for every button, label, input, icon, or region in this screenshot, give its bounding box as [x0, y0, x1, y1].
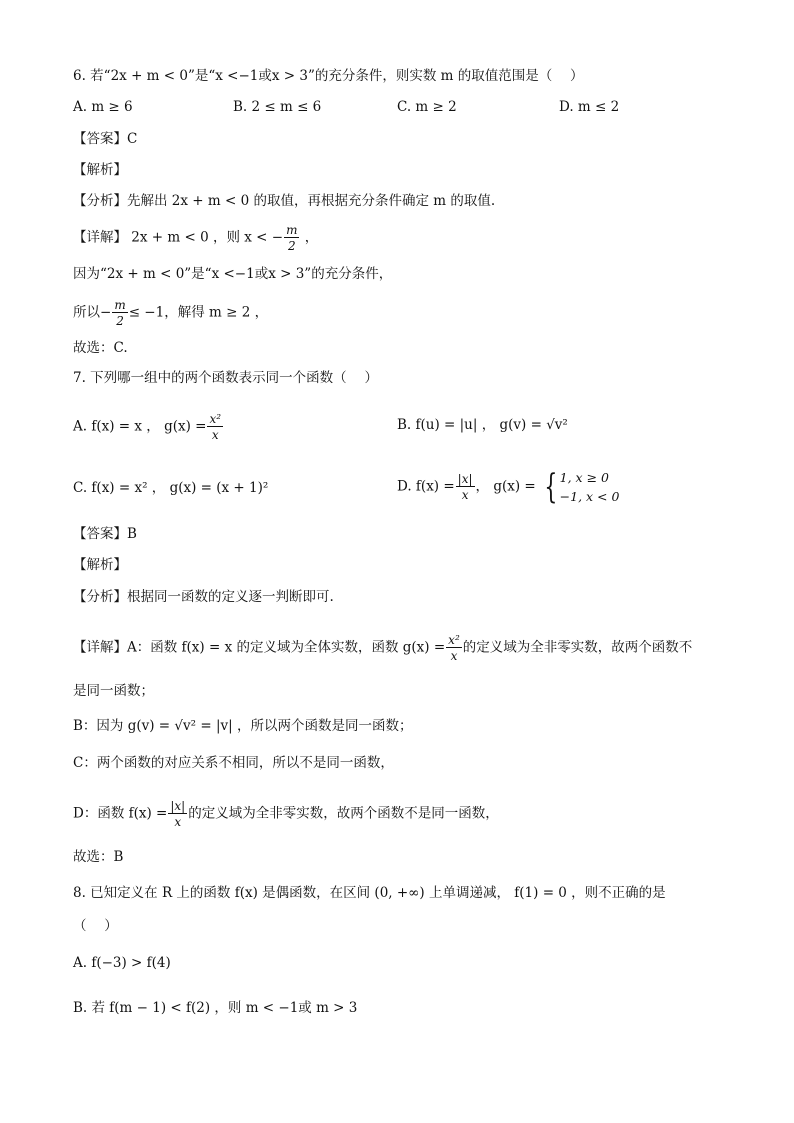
- q7-detail-a: [73, 634, 692, 662]
- q6-fenxi: 【分析】先解出 2x + m < 0 的取值，再根据充分条件确定 m 的取值.: [73, 193, 496, 209]
- q6-option-c: C. m ≥ 2: [397, 99, 457, 115]
- q8-paren: （ ）: [73, 918, 118, 934]
- q6-option-a: A. m ≥ 6: [73, 99, 133, 115]
- fraction: [284, 224, 299, 252]
- q7-choose: 故选：B: [73, 849, 124, 865]
- q7-option-d: [397, 468, 619, 506]
- q7-option-d-mid: ， g(x) =: [475, 478, 536, 495]
- fraction: [207, 413, 223, 441]
- q7-option-a: [73, 413, 224, 441]
- q6-jiexi: 【解析】: [73, 162, 127, 178]
- fraction-denominator: 2: [287, 239, 296, 253]
- fraction-denominator: x: [211, 428, 219, 442]
- q6-option-b: B. 2 ≤ m ≤ 6: [233, 99, 322, 115]
- fraction-numerator: x²: [448, 633, 460, 647]
- q8-option-a: A. f(−3) > f(4): [73, 955, 171, 971]
- q7-fenxi: 【分析】根据同一函数的定义逐一判断即可.: [73, 589, 334, 605]
- q7-option-b: B. f(u) = |u| ， g(v) = √v²: [397, 417, 568, 433]
- q7-detail-a-cont: 是同一函数；: [73, 683, 154, 699]
- q7-jiexi: 【解析】: [73, 557, 127, 573]
- q7-detail-d-text: D：函数 f(x) =: [73, 805, 168, 822]
- q7-answer: 【答案】B: [73, 526, 137, 542]
- q6-stem: 6. 若“2x + m < 0”是“x <−1或x > 3”的充分条件，则实数 m 的取值范围是（ ）: [73, 68, 584, 84]
- q7-option-a-text: A. f(x) = x ， g(x) =: [73, 418, 207, 435]
- q7-detail-b: B：因为 g(v) = √v² = |v| ，所以两个函数是同一函数；: [73, 718, 413, 734]
- q7-stem: 7. 下列哪一组中的两个函数表示同一个函数（ ）: [73, 370, 378, 386]
- q7-detail-a-text: 【详解】A：函数 f(x) = x 的定义域为全体实数，函数 g(x) =: [73, 639, 446, 656]
- q7-option-c: C. f(x) = x² ， g(x) = (x + 1)²: [73, 480, 269, 496]
- q6-answer: 【答案】C: [73, 131, 138, 147]
- fraction: [446, 634, 462, 662]
- q6-option-d: D. m ≤ 2: [559, 99, 620, 115]
- fraction: [112, 299, 127, 327]
- q6-so-text: 所以−: [73, 304, 112, 321]
- fraction-numerator: m: [114, 298, 126, 312]
- fraction-denominator: 2: [116, 314, 124, 328]
- fraction-denominator: x: [174, 815, 182, 829]
- q6-detail-suffix: ，: [300, 229, 319, 246]
- case-2: −1, x < 0: [559, 489, 620, 504]
- q6-choose: 故选：C.: [73, 340, 128, 356]
- fraction-numerator: |x|: [170, 799, 186, 813]
- case-1: 1, x ≥ 0: [559, 470, 609, 485]
- q6-because: 因为“2x + m < 0”是“x <−1或x > 3”的充分条件，: [73, 266, 393, 282]
- q7-detail-a-suffix: 的定义域为全非零实数，故两个函数不: [462, 639, 693, 656]
- fraction-denominator: x: [461, 488, 469, 502]
- q8-stem: 8. 已知定义在 R 上的函数 f(x) 是偶函数，在区间 (0, +∞) 上单调递减， f(1) = 0 ，则不正确的是: [73, 885, 666, 901]
- q8-option-b: B. 若 f(m − 1) < f(2) ，则 m < −1或 m > 3: [73, 1000, 358, 1016]
- q7-detail-c: C：两个函数的对应关系不相同，所以不是同一函数，: [73, 755, 394, 771]
- fraction: [168, 800, 187, 828]
- fraction-numerator: m: [286, 223, 298, 237]
- q6-so-suffix: ≤ −1，解得 m ≥ 2 ，: [128, 304, 269, 321]
- q7-detail-d: [73, 800, 499, 828]
- fraction-numerator: x²: [209, 412, 222, 426]
- q7-detail-d-suffix: 的定义域为全非零实数，故两个函数不是同一函数，: [188, 805, 499, 822]
- q6-detail: [73, 224, 318, 252]
- fraction-numerator: |x|: [457, 472, 473, 486]
- piecewise-cases: [560, 468, 620, 506]
- q6-so: [73, 299, 268, 327]
- fraction-denominator: x: [450, 649, 458, 663]
- q7-option-d-text: D. f(x) =: [397, 478, 455, 495]
- brace-symbol: {: [544, 467, 558, 507]
- fraction: [456, 473, 475, 501]
- q6-detail-text: 【详解】 2x + m < 0 ，则 x < −: [73, 229, 284, 246]
